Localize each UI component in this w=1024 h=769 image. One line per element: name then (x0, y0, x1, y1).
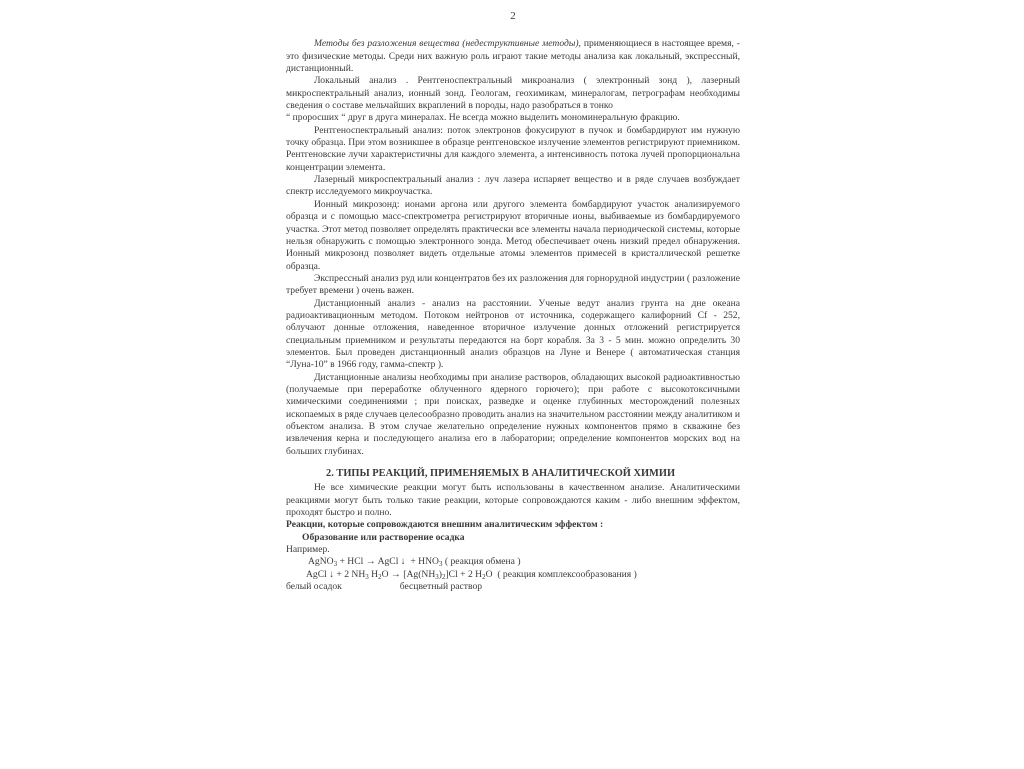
caption-white-precipitate: белый осадок (286, 581, 342, 593)
r1-product2: + HNO (405, 556, 439, 568)
r1-lhs: AgNO (308, 556, 334, 568)
paragraph-intro (286, 38, 740, 75)
r2-product-sub3: 2 (482, 572, 486, 581)
paragraph-express-analysis: Экспрессный анализ руд или концентратов без их разложения для горнорудной индустрии ( разложение требует времени ) очень важен. (286, 272, 740, 297)
r2-product-sub2: 2 (441, 572, 446, 581)
paragraph-local-analysis-cont: “ проросших “ друг в друга минералах. Не всегда можно выделить мономинеральную фракцию. (286, 112, 680, 124)
r2-lhs-end: O (381, 568, 391, 580)
r1-product2-sub: 3 (438, 560, 443, 569)
intro-italic-text: Методы без разложения вещества (недеструктивные методы), (314, 38, 581, 50)
reaction-exchange (286, 556, 740, 568)
document-page (286, 10, 740, 750)
paragraph-reactions-intro: Не все химические реакции могут быть использованы в качественном анализе. Аналитическими реакциями могут быть только такие реакции, которые сопровождаются каким - либо внешним эффектом, проходят быстро и полно. (286, 482, 740, 519)
r2-product-sub1: 3 (435, 572, 439, 581)
arrow-icon: → (365, 556, 376, 568)
r2-lhs-sub2: 2 (378, 572, 382, 581)
subheading-external-effect: Реакции, которые сопровождаются внешним аналитическим эффектом : (286, 519, 604, 531)
subheading-precipitate: Образование или растворение осадка (302, 531, 465, 543)
paragraph-xray-analysis: Рентгеноспектральный анализ: поток электронов фокусируют в пучок и бомбардируют им нужную точку образца. При этом возникшее в образце рентгеновское излучение элементов регистрируют приемником. Рентгеновские лучи характеристичны для каждого элемента, а интенсивность потока лучей пропорциональна концентрации элемента. (286, 124, 740, 173)
r2-product: [Ag(NH (400, 568, 436, 580)
paragraph-laser-analysis: Лазерный микроспектральный анализ : луч лазера испаряет вещество и в ряде случаев возбуждает спектр исследуемого микроучастка. (286, 174, 740, 198)
r2-lhs-mid: H (368, 568, 379, 580)
paragraph-ion-microprobe: Ионный микрозонд: ионами аргона или другого элемента бомбардируют участок анализируемого образца и с помощью масс-спектрометра регистрируют вторичные ионы, выбиваемые из бомбардируемого участка. Этот метод позволяет определять практически все элементы начала периодической системы, которые нельзя обнаружить с помощью электронного зонда. Метод обеспечивает очень низкий предел обнаружения. Ионный микрозонд позволяет видеть отдельные атомы элементов примесей в кристаллической решетке образца. (286, 198, 740, 272)
paragraph-remote-analysis-2: Дистанционные анализы необходимы при анализе растворов, обладающих высокой радиоактивностью (получаемые при переработке облученного ядерного горючего); при работе с высокотоксичными химическими соединениями ; при поисках, разведке и оценке глубинных месторождений полезных ископаемых в ряде случаев целесообразно проводить анализ на значительном расстоянии между аналитиком и объектом анализа. В этом случае желательно определение нужных компонентов прямо в скважине без извлечения керна и последующего анализа его в лаборатории; определение компонентов морских вод на больших глубинах. (286, 371, 740, 457)
paragraph-remote-analysis: Дистанционный анализ - анализ на расстоянии. Ученые ведут анализ грунта на дне океана радиоактивационным методом. Потоком нейтронов от источника, содержащего калифорний Cf - 252, облучают донные отложения, наведенное вторичное излучение донных отложений регистрируется специальным приемником и результаты передаются на борт корабля. За 3 - 5 мин. можно определить 30 элементов. Был проведен дистанционный анализ образцов на Луне и Венере ( автоматическая станция “Луна-10” в 1966 году, гамма-спектр ). (286, 297, 740, 371)
reaction-complexation (286, 569, 740, 581)
r2-note: ( реакция комплексообразования ) (492, 568, 637, 580)
page-number: 2 (510, 10, 516, 22)
r1-product1: AgCl ↓ (375, 556, 406, 568)
paragraph-local-analysis: Локальный анализ . Рентгеноспектральный микроанализ ( электронный зонд ), лазерный микроспектральный анализ, ионный зонд. Геологам, геохимикам, минералогам, петрографам необходимы сведения о составе мельчайших вкраплений в породы, надо разобраться в тонко (286, 75, 740, 112)
caption-colorless-solution: бесцветный раствор (399, 581, 483, 593)
r2-product-mid: ) (438, 568, 442, 580)
r2-product-tail: O (485, 568, 493, 580)
example-label: Например. (286, 544, 330, 556)
r1-lhs-sub: 3 (333, 560, 338, 569)
r2-lhs-sub1: 3 (365, 572, 369, 581)
reaction-captions (286, 581, 740, 593)
r1-plus: + HCl (337, 556, 366, 568)
intro-rest-text: применяющиеся в настоящее время, - это физические методы. Среди них важную роль играют такие методы анализа как локальный, экспрессный, дистанционный. (286, 38, 740, 75)
r2-product-end: ]Cl + 2 H (445, 568, 483, 580)
arrow-icon: → (390, 568, 401, 580)
r2-lhs: AgCl ↓ + 2 NH (306, 568, 366, 580)
section-heading: 2. ТИПЫ РЕАКЦИЙ, ПРИМЕНЯЕМЫХ В АНАЛИТИЧЕСКОЙ ХИМИИ (326, 468, 676, 480)
r1-note: ( реакция обмена ) (442, 556, 521, 568)
